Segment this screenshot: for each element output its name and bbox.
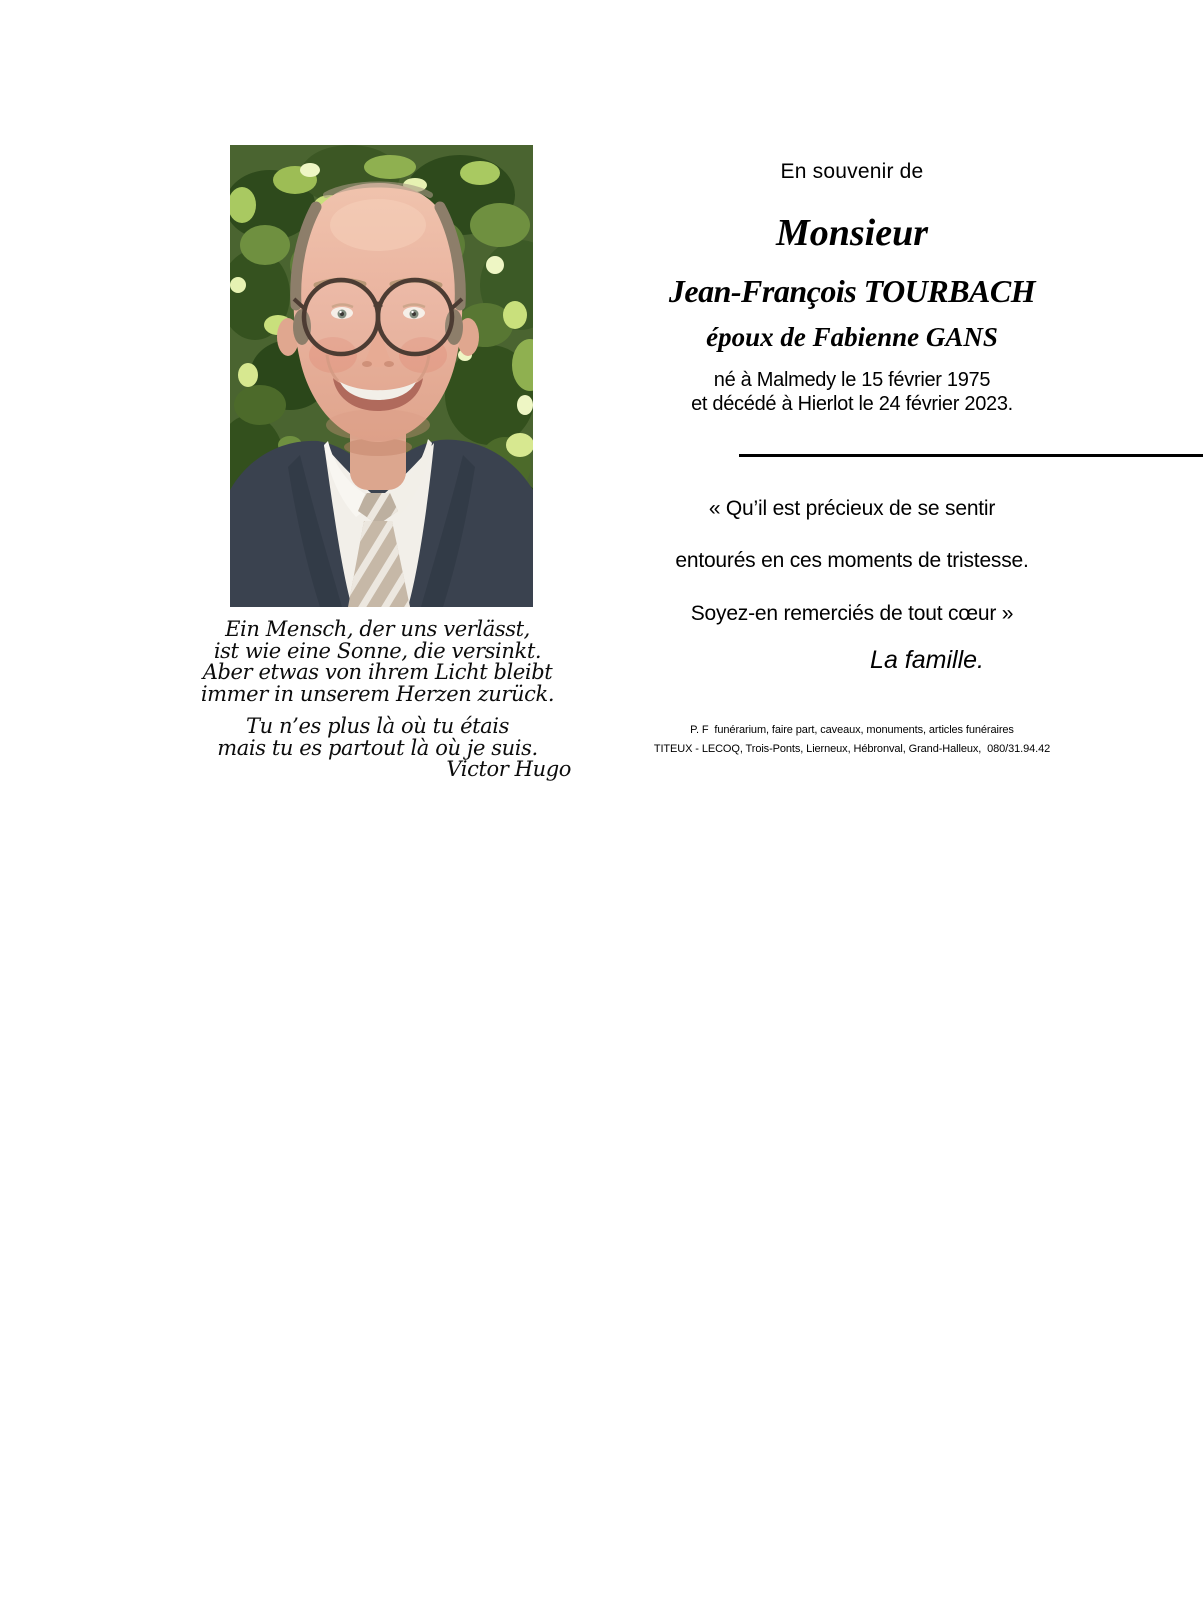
intro-line: En souvenir de <box>780 160 924 183</box>
poem-line: mais tu es partout là où je suis. <box>217 735 538 760</box>
poem-line: Aber etwas von ihrem Licht bleibt <box>202 660 553 684</box>
memorial-poem <box>170 619 585 781</box>
deceased-name: Jean-François TOURBACH <box>668 273 1036 309</box>
divider-rule <box>739 454 1203 457</box>
thanks-quote-line: entourés en ces moments de tristesse. <box>675 549 1029 572</box>
poem-author: Victor Hugo <box>446 757 571 781</box>
relation-line: époux de Fabienne GANS <box>706 322 998 352</box>
poem-line: immer in unserem Herzen zurück. <box>200 681 555 706</box>
portrait-photo <box>230 145 533 607</box>
funeral-home-contact-line: TITEUX - LECOQ, Trois-Ponts, Lierneux, Hébronval, Grand-Halleux, 080/31.94.42 <box>653 743 1051 755</box>
poem-line: Ein Mensch, der uns verlässt, <box>225 617 530 641</box>
poem-line: ist wie eine Sonne, die versinkt. <box>213 638 542 663</box>
death-line: et décédé à Hierlot le 24 février 2023. <box>691 393 1013 415</box>
thanks-quote-line: « Qu’il est précieux de se sentir <box>708 497 996 520</box>
portrait-photo-image <box>230 145 533 607</box>
birth-line: né à Malmedy le 15 février 1975 <box>713 369 991 391</box>
honorific-title: Monsieur <box>775 212 929 254</box>
family-signature: La famille. <box>870 646 984 674</box>
poem-line: Tu n’es plus là où tu étais <box>246 714 509 738</box>
thanks-quote-line: Soyez-en remerciés de tout cœur » <box>690 602 1014 625</box>
funeral-home-services-line: P. F funérarium, faire part, caveaux, monuments, articles funéraires <box>690 724 1014 736</box>
